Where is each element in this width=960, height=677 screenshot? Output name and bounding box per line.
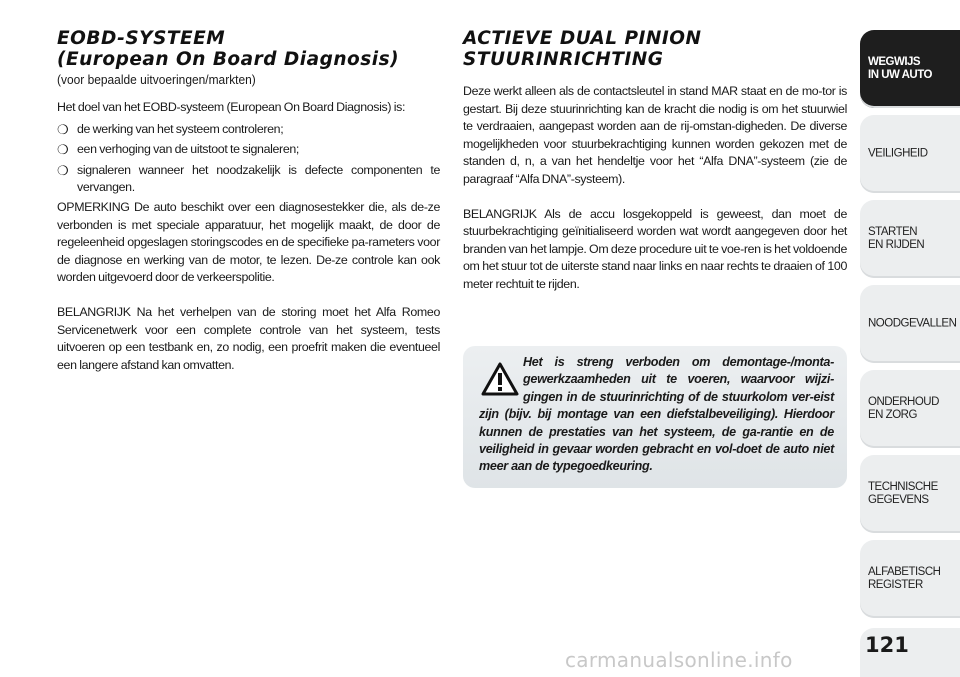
- warning-text-container: [479, 354, 834, 476]
- tab-technische[interactable]: [860, 455, 960, 533]
- right-column: [463, 28, 847, 294]
- bullet-icon: ❍: [57, 162, 69, 178]
- tab-noodgevallen[interactable]: [860, 285, 960, 363]
- list-item: ❍ een verhoging van de uitstoot te signaleren;: [57, 142, 300, 158]
- tab-label: STARTEN EN RIJDEN: [868, 226, 925, 251]
- tab-onderhoud[interactable]: [860, 370, 960, 448]
- watermark: carmanualsonline.info: [565, 648, 793, 672]
- page-number: 121: [865, 633, 909, 657]
- eobd-bullet-list: [57, 121, 440, 197]
- bullet-icon: ❍: [57, 142, 69, 158]
- eobd-title-line1: EOBD-SYSTEEM: [57, 28, 226, 49]
- bullet-icon: ❍: [57, 121, 69, 137]
- tab-label: ALFABETISCH REGISTER: [868, 566, 941, 591]
- steering-para2: BELANGRIJK Als de accu losgekoppeld is geweest, dan moet de stuurbekrachtiging geïnitialiseerd worden wat wordt aangegeven door het branden van het lampje. Om deze procedure uit te voe-ren is het voldoende om het stuur tot de uiterste stand naar links en naar rechts te draaien of 100 meter rechtuit te rijden.: [463, 206, 847, 291]
- tab-label: TECHNISCHE GEGEVENS: [868, 481, 938, 506]
- list-item: ❍ signaleren wanneer het noodzakelijk is defecte componenten te vervangen.: [57, 162, 440, 195]
- left-column: [57, 28, 440, 374]
- eobd-subtitle: (voor bepaalde uitvoeringen/markten): [57, 72, 256, 87]
- tab-label: ONDERHOUD EN ZORG: [868, 396, 939, 421]
- warning-box: [463, 346, 847, 488]
- tab-starten[interactable]: [860, 200, 960, 278]
- steering-title-line2: STUURINRICHTING: [463, 49, 664, 70]
- chapter-sidebar: [860, 0, 960, 677]
- tab-label: NOODGEVALLEN: [868, 317, 957, 330]
- steering-para1: Deze werkt alleen als de contactsleutel in stand MAR staat en de mo-tor is gestart. Bij deze stuurinrichting kan de kracht die nodig is om het stuurwiel te verdraaien, aangepast worden aan de rij-omstan-digheden. De diverse mogelijkheden voor stuurbekrachtiging kunnen worden gekozen met de standen d, n, a van het hendeltje voor het “Alfa DNA”-systeem (zie de paragraaf “Alfa DNA”-systeem).: [463, 84, 847, 186]
- tab-label: VEILIGHEID: [868, 147, 928, 160]
- warning-triangle-icon: [481, 362, 519, 396]
- list-item: ❍ de werking van het systeem controleren;: [57, 121, 284, 137]
- tab-alfabetisch[interactable]: [860, 540, 960, 618]
- tab-veiligheid[interactable]: [860, 115, 960, 193]
- steering-title-line1: ACTIEVE DUAL PINION: [463, 28, 702, 49]
- tab-wegwijs[interactable]: [860, 30, 960, 108]
- warning-text: Het is streng verboden om demontage-/monta-gewerkzaamheden uit te voeren, waarvoor wijzi-gingen in de stuurinrichting of de stuurkolom ver-eist zijn (bijv. bij montage van een diefstalbeveiliging). Hierdoor kunnen de prestaties van het systeem, de ga-rantie en de veiligheid in gevaar worden gebracht en vol-doet de auto niet meer aan de typegoedkeuring.: [479, 355, 834, 474]
- eobd-intro: Het doel van het EOBD-systeem (European On Board Diagnosis) is:: [57, 100, 406, 114]
- eobd-title-line2: (European On Board Diagnosis): [57, 49, 400, 70]
- eobd-important: BELANGRIJK Na het verhelpen van de storing moet het Alfa Romeo Servicenetwerk voor een complete controle van het systeem, tests uitvoeren op een testbank en, zo nodig, een proefrit maken die eventueel een langere afstand kan omvatten.: [57, 304, 440, 372]
- tab-label: WEGWIJS IN UW AUTO: [868, 56, 932, 81]
- eobd-note: OPMERKING De auto beschikt over een diagnosestekker die, als de-ze verbonden is met speciale apparatuur, het mogelijk maakt, de door de regeleenheid opgeslagen storingscodes en de specifieke pa-rameters voor de diagnose en werking van de motor, te lezen. De-ze controle kan ook worden uitgevoerd door de verkeerspolitie.: [57, 199, 440, 285]
